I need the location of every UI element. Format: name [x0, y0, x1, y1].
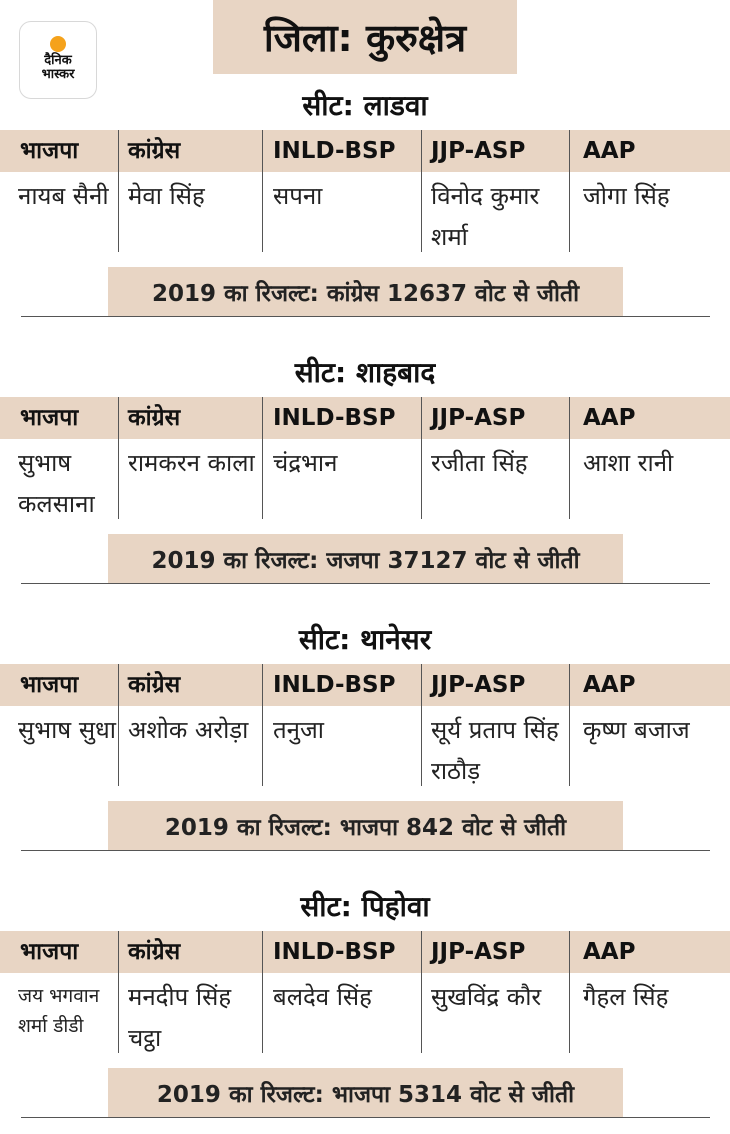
seat-title: सीट: थानेसर — [298, 623, 432, 656]
district-title: जिला: कुरुक्षेत्र — [213, 0, 517, 74]
result-2019-banner: 2019 का रिजल्ट: भाजपा 5314 वोट से जीती — [108, 1068, 623, 1117]
candidate-name: सपना — [273, 182, 323, 210]
logo-line-2: भास्कर — [41, 67, 75, 82]
seat-section — [0, 622, 730, 867]
party-header-row — [0, 130, 730, 172]
candidate-name: रामकरन काला — [128, 449, 255, 477]
candidate-name: सुभाष सुधा — [18, 716, 117, 744]
section-divider — [21, 850, 710, 851]
section-divider — [21, 583, 710, 584]
candidate-name: रजीता सिंह — [431, 449, 528, 477]
column-divider — [118, 130, 119, 252]
result-2019-banner: 2019 का रिजल्ट: भाजपा 842 वोट से जीती — [108, 801, 623, 850]
party-header-row — [0, 397, 730, 439]
party-header: AAP — [583, 939, 636, 965]
party-header: भाजपा — [20, 939, 79, 965]
party-header: JJP-ASP — [431, 138, 526, 164]
party-header: JJP-ASP — [431, 939, 526, 965]
party-header: भाजपा — [20, 405, 79, 431]
column-divider — [118, 664, 119, 786]
candidate-name: आशा रानी — [583, 449, 674, 477]
candidate-name: अशोक अरोड़ा — [128, 716, 249, 744]
party-header-row — [0, 931, 730, 973]
party-header: INLD-BSP — [273, 405, 396, 431]
seat-title: सीट: शाहबाद — [294, 356, 436, 389]
candidate-name: जोगा सिंह — [583, 182, 670, 210]
section-divider — [21, 1117, 710, 1118]
seat-title: सीट: लाडवा — [302, 89, 428, 122]
seat-title: सीट: पिहोवा — [300, 890, 430, 923]
column-divider — [118, 931, 119, 1053]
party-header: INLD-BSP — [273, 138, 396, 164]
result-2019-banner: 2019 का रिजल्ट: जजपा 37127 वोट से जीती — [108, 534, 623, 583]
candidate-name: गैहल सिंह — [583, 983, 669, 1011]
party-header: भाजपा — [20, 138, 79, 164]
seat-section — [0, 889, 730, 1134]
candidate-name: सुभाष कलसाना — [18, 449, 95, 518]
party-header: कांग्रेस — [128, 138, 181, 164]
party-header: INLD-BSP — [273, 672, 396, 698]
party-header: INLD-BSP — [273, 939, 396, 965]
candidate-name: मनदीप सिंह चट्ठा — [128, 983, 232, 1052]
party-header-row — [0, 664, 730, 706]
candidate-name: मेवा सिंह — [128, 182, 205, 210]
party-header: भाजपा — [20, 672, 79, 698]
candidate-name: विनोद कुमार शर्मा — [431, 182, 540, 251]
candidate-name: सुखविंद्र कौर — [431, 983, 542, 1011]
candidate-name: तनुजा — [273, 716, 325, 744]
party-header: कांग्रेस — [128, 672, 181, 698]
seat-section — [0, 88, 730, 333]
column-divider — [118, 397, 119, 519]
party-header: AAP — [583, 405, 636, 431]
party-header: कांग्रेस — [128, 939, 181, 965]
section-divider — [21, 316, 710, 317]
result-2019-banner: 2019 का रिजल्ट: कांग्रेस 12637 वोट से जीती — [108, 267, 623, 316]
logo-line-1: दैनिक — [44, 53, 72, 68]
party-header: JJP-ASP — [431, 405, 526, 431]
seat-section — [0, 355, 730, 600]
party-header: JJP-ASP — [431, 672, 526, 698]
candidate-name: कृष्ण बजाज — [583, 716, 690, 744]
party-header: AAP — [583, 138, 636, 164]
candidate-name: चंद्रभान — [273, 449, 338, 477]
candidate-name: जय भगवान शर्मा डीडी — [18, 985, 100, 1037]
candidate-name: बलदेव सिंह — [273, 983, 372, 1011]
sun-icon — [50, 36, 66, 52]
candidate-name: सूर्य प्रताप सिंह राठौड़ — [431, 716, 559, 785]
party-header: कांग्रेस — [128, 405, 181, 431]
candidate-name: नायब सैनी — [18, 182, 109, 210]
party-header: AAP — [583, 672, 636, 698]
